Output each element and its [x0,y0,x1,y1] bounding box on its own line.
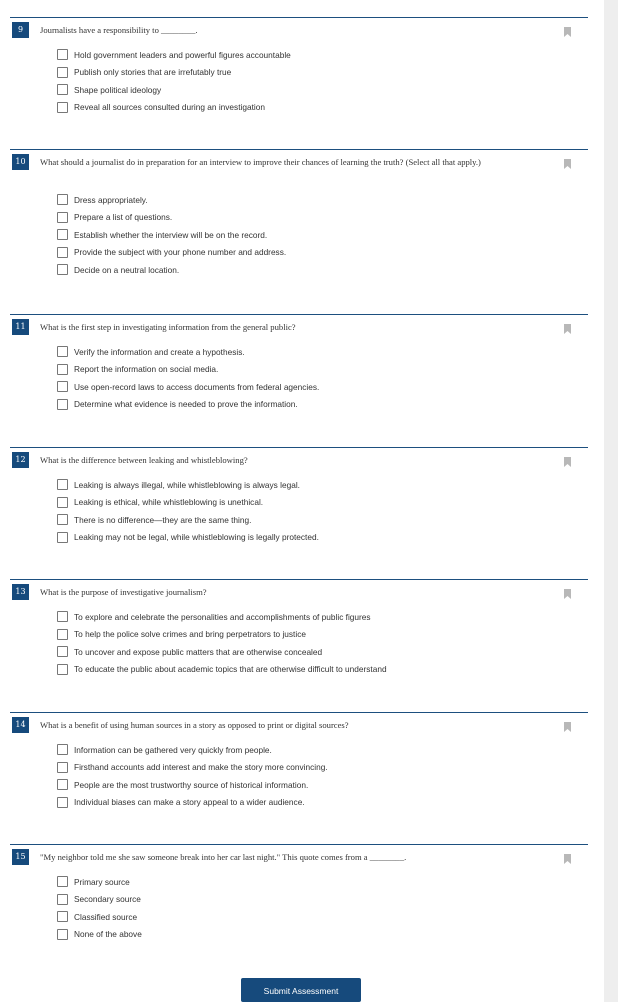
answer-options [57,46,291,116]
question-11 [10,314,588,410]
answer-option[interactable] [57,81,291,99]
option-label: To educate the public about academic topics that are otherwise difficult to understand [74,664,387,675]
answer-option[interactable] [57,661,387,679]
checkbox[interactable] [57,364,68,375]
option-label: Prepare a list of questions. [74,212,173,223]
option-label: Publish only stories that are irrefutably true [74,67,232,78]
answer-option[interactable] [57,759,328,777]
answer-option[interactable] [57,926,142,944]
answer-option[interactable] [57,643,387,661]
option-label: Determine what evidence is needed to prove the information. [74,399,298,410]
answer-option[interactable] [57,511,319,529]
checkbox[interactable] [57,84,68,95]
bookmark-icon[interactable] [564,457,571,467]
option-label: Leaking may not be legal, while whistleblowing is legally protected. [74,532,319,543]
question-text: What is the first step in investigating information from the general public? [40,322,296,332]
checkbox[interactable] [57,664,68,675]
option-label: Individual biases can make a story appeal to a wider audience. [74,797,305,808]
checkbox[interactable] [57,646,68,657]
option-label: Hold government leaders and powerful figures accountable [74,49,291,60]
question-10 [10,149,588,275]
bookmark-icon[interactable] [564,589,571,599]
option-label: To explore and celebrate the personalities and accomplishments of public figures [74,611,371,622]
checkbox[interactable] [57,229,68,240]
question-number: 10 [12,154,29,170]
checkbox[interactable] [57,514,68,525]
bookmark-icon[interactable] [564,854,571,864]
question-number: 14 [12,717,29,733]
checkbox[interactable] [57,264,68,275]
question-text: What is a benefit of using human sources in a story as opposed to print or digital sources? [40,720,349,730]
option-label: Establish whether the interview will be on the record. [74,229,268,240]
answer-option[interactable] [57,891,142,909]
checkbox[interactable] [57,779,68,790]
answer-option[interactable] [57,191,286,209]
checkbox[interactable] [57,102,68,113]
question-number: 11 [12,319,29,335]
answer-option[interactable] [57,908,142,926]
answer-option[interactable] [57,476,319,494]
option-label: People are the most trustworthy source of historical information. [74,779,309,790]
checkbox[interactable] [57,762,68,773]
checkbox[interactable] [57,212,68,223]
option-label: Information can be gathered very quickly from people. [74,744,272,755]
option-label: To help the police solve crimes and bring perpetrators to justice [74,629,306,640]
answer-option[interactable] [57,396,319,414]
question-13 [10,579,588,675]
question-number: 13 [12,584,29,600]
answer-option[interactable] [57,529,319,547]
checkbox[interactable] [57,67,68,78]
option-label: Leaking is ethical, while whistleblowing is unethical. [74,497,264,508]
answer-option[interactable] [57,794,328,812]
checkbox[interactable] [57,346,68,357]
answer-options [57,741,328,811]
submit-assessment-button[interactable]: Submit Assessment [241,978,361,1002]
option-label: Decide on a neutral location. [74,264,180,275]
option-label: None of the above [74,929,142,940]
answer-options [57,873,142,943]
checkbox[interactable] [57,479,68,490]
question-9 [10,17,588,113]
answer-options [57,191,286,279]
question-text: What is the difference between leaking and whistleblowing? [40,455,248,465]
question-text: "My neighbor told me she saw someone break into her car last night." This quote comes from a ________. [40,852,407,862]
answer-option[interactable] [57,261,286,279]
option-label: Use open-record laws to access documents from federal agencies. [74,381,320,392]
checkbox[interactable] [57,194,68,205]
option-label: Verify the information and create a hypothesis. [74,346,245,357]
checkbox[interactable] [57,381,68,392]
option-label: Report the information on social media. [74,364,219,375]
option-label: Shape political ideology [74,84,162,95]
option-label: Dress appropriately. [74,194,148,205]
answer-option[interactable] [57,46,291,64]
answer-option[interactable] [57,873,142,891]
question-text: Journalists have a responsibility to ________. [40,25,198,35]
answer-option[interactable] [57,741,328,759]
checkbox[interactable] [57,744,68,755]
checkbox[interactable] [57,532,68,543]
answer-option[interactable] [57,64,291,82]
option-label: Classified source [74,911,138,922]
answer-option[interactable] [57,244,286,262]
checkbox[interactable] [57,629,68,640]
question-15 [10,844,588,940]
checkbox[interactable] [57,399,68,410]
question-12 [10,447,588,543]
checkbox[interactable] [57,49,68,60]
answer-options [57,343,319,413]
answer-option[interactable] [57,494,319,512]
bookmark-icon[interactable] [564,324,571,334]
checkbox[interactable] [57,497,68,508]
question-number: 12 [12,452,29,468]
option-label: Firsthand accounts add interest and make the story more convincing. [74,762,328,773]
option-label: There is no difference—they are the same thing. [74,514,252,525]
bookmark-icon[interactable] [564,27,571,37]
bookmark-icon[interactable] [564,159,571,169]
answer-option[interactable] [57,378,319,396]
checkbox[interactable] [57,876,68,887]
question-14 [10,712,588,808]
answer-option[interactable] [57,626,387,644]
right-sidebar [604,0,618,1002]
checkbox[interactable] [57,911,68,922]
checkbox[interactable] [57,894,68,905]
answer-option[interactable] [57,343,319,361]
answer-option[interactable] [57,361,319,379]
answer-option[interactable] [57,226,286,244]
option-label: To uncover and expose public matters that are otherwise concealed [74,646,323,657]
option-label: Primary source [74,876,130,887]
option-label: Secondary source [74,894,141,905]
question-number: 9 [12,22,29,38]
bookmark-icon[interactable] [564,722,571,732]
option-label: Provide the subject with your phone number and address. [74,247,287,258]
option-label: Leaking is always illegal, while whistleblowing is always legal. [74,479,300,490]
question-text: What is the purpose of investigative journalism? [40,587,207,597]
question-text: What should a journalist do in preparation for an interview to improve their chances of learning the truth? (Select all that apply.) [40,157,481,167]
answer-option[interactable] [57,99,291,117]
answer-option[interactable] [57,608,387,626]
answer-options [57,608,387,678]
checkbox[interactable] [57,611,68,622]
answer-option[interactable] [57,209,286,227]
option-label: Reveal all sources consulted during an investigation [74,102,265,113]
answer-option[interactable] [57,776,328,794]
checkbox[interactable] [57,929,68,940]
answer-options [57,476,319,546]
question-number: 15 [12,849,29,865]
checkbox[interactable] [57,797,68,808]
checkbox[interactable] [57,247,68,258]
